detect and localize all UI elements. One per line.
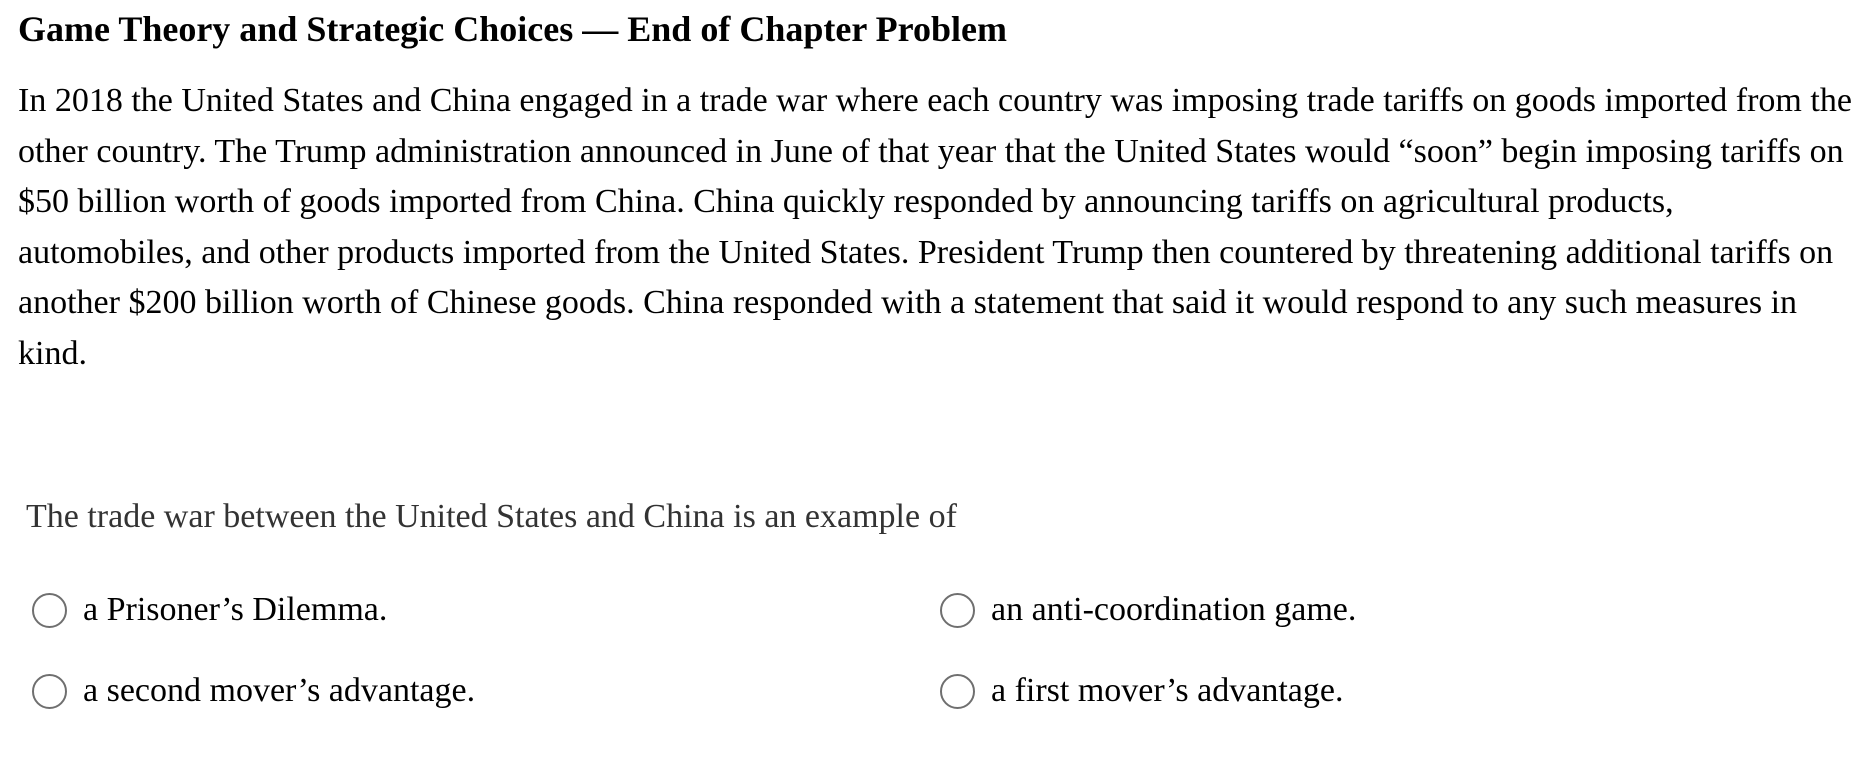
- radio-button[interactable]: [940, 674, 975, 709]
- radio-button[interactable]: [32, 593, 67, 628]
- option-anti-coordination-game[interactable]: [940, 589, 1356, 631]
- option-first-mover-advantage[interactable]: [940, 670, 1343, 712]
- option-label: a Prisoner’s Dilemma.: [83, 591, 388, 628]
- option-label: a second mover’s advantage.: [83, 672, 476, 709]
- option-second-mover-advantage[interactable]: [32, 670, 475, 712]
- radio-button[interactable]: [940, 593, 975, 628]
- question-prompt: The trade war between the United States and China is an example of: [26, 498, 957, 535]
- option-label: a first mover’s advantage.: [991, 672, 1344, 709]
- problem-title: Game Theory and Strategic Choices — End of Chapter Problem: [18, 9, 1007, 49]
- problem-passage: In 2018 the United States and China engaged in a trade war where each country was imposing trade tariffs on goods imported from the other country. The Trump administration announced in June of that year that the United States would “soon” begin imposing tariffs on $50 billion worth of goods imported from China. China quickly responded by announcing tariffs on agricultural products, automobiles, and other products imported from the United States. President Trump then countered by threatening additional tariffs on another $200 billion worth of Chinese goods. China responded with a statement that said it would respond to any such measures in kind.: [18, 82, 1852, 372]
- option-prisoners-dilemma[interactable]: [32, 589, 387, 631]
- radio-button[interactable]: [32, 674, 67, 709]
- option-label: an anti-coordination game.: [991, 591, 1357, 628]
